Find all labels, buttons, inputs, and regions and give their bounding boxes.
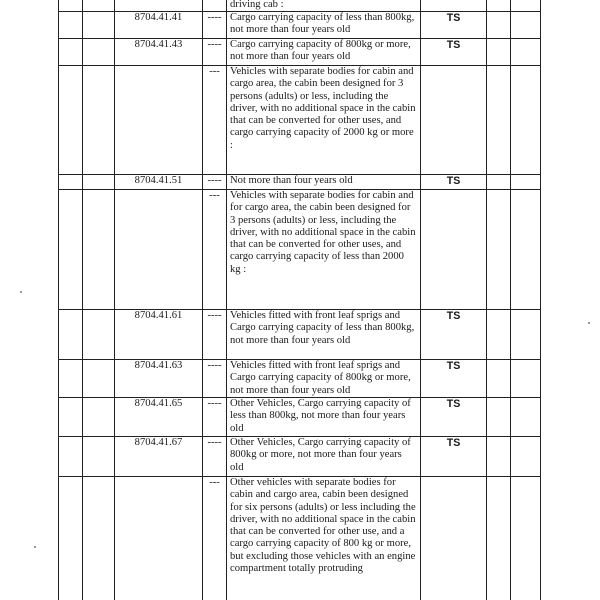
table-row — [59, 360, 541, 398]
blank-cell — [59, 66, 83, 175]
rate-cell — [421, 0, 487, 12]
blank-cell — [83, 66, 115, 175]
table-row — [59, 0, 541, 12]
hs-code: 8704.41.43 — [115, 39, 203, 66]
blank-cell — [83, 437, 115, 477]
hs-code: 8704.41.51 — [115, 175, 203, 190]
description: Other Vehicles, Cargo carrying capacity of less than 800kg, not more than four years old — [227, 398, 421, 437]
description: Other vehicles with separate bodies for cabin and cargo area, cabin been designed for six persons (adults) or less including the driver, with no additional space in the cabin that can be converted for other use, and a cargo carrying capacity of 800 kg or more, but excluding those vehicles with an engine compartment totally protruding — [227, 477, 421, 600]
blank-cell — [511, 437, 541, 477]
blank-cell — [487, 175, 511, 190]
level-dash: --- — [203, 190, 227, 310]
blank-cell — [511, 66, 541, 175]
blank-cell — [511, 398, 541, 437]
rate-cell: TS — [421, 310, 487, 360]
description: Other Vehicles, Cargo carrying capacity of 800kg or more, not more than four years old — [227, 437, 421, 477]
blank-cell — [59, 477, 83, 600]
blank-cell — [487, 190, 511, 310]
hs-code: 8704.41.61 — [115, 310, 203, 360]
hs-code — [115, 477, 203, 600]
blank-cell — [487, 39, 511, 66]
blank-cell — [59, 12, 83, 39]
table-row — [59, 66, 541, 175]
level-dash: ---- — [203, 360, 227, 398]
description: Cargo carrying capacity of 800kg or more, not more than four years old — [227, 39, 421, 66]
scan-speck — [20, 291, 22, 293]
blank-cell — [83, 0, 115, 12]
hs-code: 8704.41.63 — [115, 360, 203, 398]
blank-cell — [83, 360, 115, 398]
blank-cell — [59, 0, 83, 12]
blank-cell — [83, 398, 115, 437]
blank-cell — [511, 12, 541, 39]
blank-cell — [83, 190, 115, 310]
blank-cell — [511, 190, 541, 310]
description: Not more than four years old — [227, 175, 421, 190]
rate-cell — [421, 190, 487, 310]
level-dash — [203, 0, 227, 12]
blank-cell — [59, 360, 83, 398]
blank-cell — [59, 190, 83, 310]
blank-cell — [59, 39, 83, 66]
blank-cell — [511, 360, 541, 398]
blank-cell — [83, 12, 115, 39]
level-dash: --- — [203, 477, 227, 600]
level-dash: --- — [203, 66, 227, 175]
blank-cell — [59, 437, 83, 477]
rate-cell: TS — [421, 39, 487, 66]
level-dash: ---- — [203, 175, 227, 190]
hs-code — [115, 66, 203, 175]
blank-cell — [487, 360, 511, 398]
description: Vehicles fitted with front leaf sprigs and Cargo carrying capacity of 800kg or more, not more than four years old — [227, 360, 421, 398]
table-row — [59, 190, 541, 310]
rate-cell: TS — [421, 437, 487, 477]
rate-cell: TS — [421, 175, 487, 190]
blank-cell — [83, 477, 115, 600]
blank-cell — [83, 175, 115, 190]
hs-code: 8704.41.41 — [115, 12, 203, 39]
blank-cell — [487, 66, 511, 175]
blank-cell — [83, 39, 115, 66]
rate-cell — [421, 66, 487, 175]
table-row — [59, 310, 541, 360]
description: Vehicles with separate bodies for cabin and cargo area, the cabin been designed for 3 persons (adults) or less, including the driver, with no additional space in the cabin that can be converted for other uses, and cargo carrying capacity of 2000 kg or more : — [227, 66, 421, 175]
blank-cell — [83, 310, 115, 360]
table-row — [59, 39, 541, 66]
description: Vehicles fitted with front leaf sprigs and Cargo carrying capacity of less than 800kg, not more than four years old — [227, 310, 421, 360]
description: driving cab : — [227, 0, 421, 12]
blank-cell — [511, 175, 541, 190]
blank-cell — [59, 310, 83, 360]
description: Vehicles with separate bodies for cabin and for cargo area, the cabin been designed for 3 persons (adults) or less, including the driver, with no additional space in the cabin that can be converted for other uses, and cargo carrying capacity of less than 2000 kg : — [227, 190, 421, 310]
blank-cell — [487, 477, 511, 600]
level-dash: ---- — [203, 437, 227, 477]
blank-cell — [487, 0, 511, 12]
blank-cell — [487, 398, 511, 437]
level-dash: ---- — [203, 398, 227, 437]
rate-cell: TS — [421, 12, 487, 39]
hs-code: 8704.41.65 — [115, 398, 203, 437]
scan-speck — [34, 546, 36, 548]
hs-code: 8704.41.67 — [115, 437, 203, 477]
description: Cargo carrying capacity of less than 800kg, not more than four years old — [227, 12, 421, 39]
rate-cell: TS — [421, 398, 487, 437]
table-row — [59, 437, 541, 477]
scan-speck — [588, 322, 590, 324]
blank-cell — [511, 0, 541, 12]
blank-cell — [487, 437, 511, 477]
blank-cell — [511, 39, 541, 66]
blank-cell — [59, 175, 83, 190]
level-dash: ---- — [203, 12, 227, 39]
blank-cell — [511, 310, 541, 360]
rate-cell — [421, 477, 487, 600]
blank-cell — [59, 398, 83, 437]
rate-cell: TS — [421, 360, 487, 398]
blank-cell — [487, 310, 511, 360]
tariff-table — [58, 0, 541, 600]
level-dash: ---- — [203, 39, 227, 66]
table-row — [59, 175, 541, 190]
table-row — [59, 398, 541, 437]
table-row — [59, 477, 541, 600]
hs-code — [115, 0, 203, 12]
blank-cell — [487, 12, 511, 39]
blank-cell — [511, 477, 541, 600]
table-row — [59, 12, 541, 39]
hs-code — [115, 190, 203, 310]
level-dash: ---- — [203, 310, 227, 360]
